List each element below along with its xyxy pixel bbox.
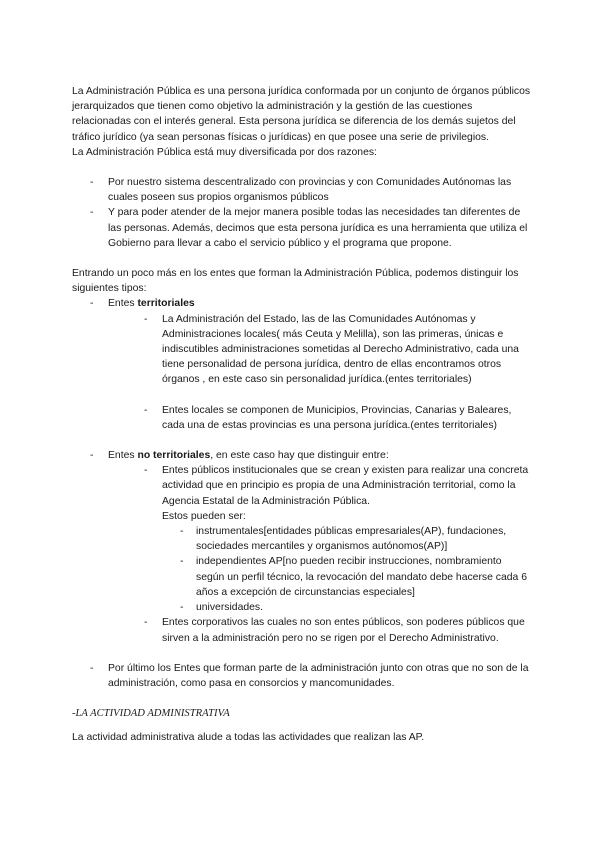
list-item: - La Administración del Estado, las de las Comunidades Autónomas y Administraciones locales( más Ceuta y Melilla), son las primeras, únicas e indiscutibles administraciones sometidas al Derecho Administrativo, cada una tiene personalidad de persona jurídica, dentro de ellas encontramos otros órganos , en este caso sin personalidad jurídica.(entes territoriales) <box>144 313 519 386</box>
list-item: - Entes públicos institucionales que se crean y existen para realizar una concreta actividad que en principio es propia de una Administración territorial, como la Agencia Estatal de la Administración Pública. Estos pueden ser: - instrumentales[entidades públicas empresariales(AP), fundaciones, sociedades mercantiles y organismos autónomos(AP)] - independientes AP[no pueden recibir instrucciones, nombramiento según un perfil técnico, la revocación del mandato debe hacerse cada 6 años a excepción de circunstancias especiales] - universidades. <box>144 463 532 615</box>
list-item-territoriales: - Entes territoriales - La Administración del Estado, las de las Comunidades Autónomas y Administraciones locales( más Ceuta y Melilla), son las primeras, únicas e indiscutibles administraciones sometidas al Derecho Administrativo, cada una tiene personalidad de persona jurídica, dentro de ellas encontramos otros órganos , en este caso sin personalidad jurídica.(entes territoriales) - Entes locales se componen de Municipios, Provincias, Canarias y Baleares, cada una de estas provincias es una persona jurídica.(entes territoriales) <box>72 296 532 433</box>
closing-paragraph: La actividad administrativa alude a todas las actividades que realizan las AP. <box>72 732 425 744</box>
subtypes-list <box>180 524 532 615</box>
list-item: - Por nuestro sistema descentralizado con provincias y con Comunidades Autónomas las cuales poseen sus propios organismos públicos <box>90 177 512 204</box>
list-item: - independientes AP[no pueden recibir instrucciones, nombramiento según un perfil técnico, la revocación del mandato debe hacerse cada 6 años a excepción de circunstancias especiales] <box>180 556 527 598</box>
list-item-ultimo: - Por último los Entes que forman parte de la administración junto con otras que no son de la administración, como pasa en consorcios y mancomunidades. <box>90 662 529 689</box>
intro-paragraph: La Administración Pública es una persona jurídica conformada por un conjunto de órganos públicos jerarquizados que tienen como objetivo la administración y la gestión de las cuestiones relacionadas con el interés general. Esta persona jurídica se diferencia de los demás sujetos del tráfico jurídico (ya sean personas físicas o jurídicas) en que posee una serie de privilegios. <box>72 86 531 143</box>
no-territoriales-list <box>144 463 532 645</box>
list-item: - Entes corporativos las cuales no son entes públicos, son poderes públicos que sirven a la administración pero no se rigen por el Derecho Administrativo. <box>144 617 525 644</box>
entes-intro: Entrando un poco más en los entes que forman la Administración Pública, podemos distinguir los siguientes tipos: <box>72 268 519 295</box>
section-heading: -LA ACTIVIDAD ADMINISTRATIVA <box>72 708 230 720</box>
list-item: - Y para poder atender de la mejor manera posible todas las necesidades tan diferentes de las personas. Además, decimos que esta persona jurídica es una herramienta que utiliza el Gobierno para llevar a cabo el servicio público y el programa que propone. <box>90 207 528 249</box>
reasons-intro: La Administración Pública está muy diversificada por dos razones: <box>72 146 377 158</box>
reasons-list <box>72 175 532 251</box>
list-item-no-territoriales: - Entes no territoriales, en este caso hay que distinguir entre: - Entes públicos institucionales que se crean y existen para realizar una concreta actividad que en principio es propia de una Administración territorial, como la Agencia Estatal de la Administración Pública. Estos pueden ser: - instrumentales[entidades públicas empresariales(AP), fundaciones, sociedades mercantiles y organismos autónomos(AP)] - independientes AP[no pueden recibir instrucciones, nombramiento según un perfil técnico, la revocación del mandato debe hacerse cada 6 años a excepción de circunstancias especiales] - universidades. - Entes corporativos las cuales no son entes públicos, son poderes públicos que sirven a la administración pero no se rigen por el Derecho Administrativo. <box>72 448 532 646</box>
pueden-ser-label: Estos pueden ser: <box>162 510 246 522</box>
list-item: - universidades. <box>180 602 264 614</box>
document-page <box>72 84 532 746</box>
list-item: - Entes locales se componen de Municipios, Provincias, Canarias y Baleares, cada una de estas provincias es una persona jurídica.(entes territoriales) <box>144 404 512 431</box>
territoriales-list <box>144 312 532 433</box>
entes-list <box>72 296 532 691</box>
list-item: - instrumentales[entidades públicas empresariales(AP), fundaciones, sociedades mercantiles y organismos autónomos(AP)] <box>180 526 507 553</box>
